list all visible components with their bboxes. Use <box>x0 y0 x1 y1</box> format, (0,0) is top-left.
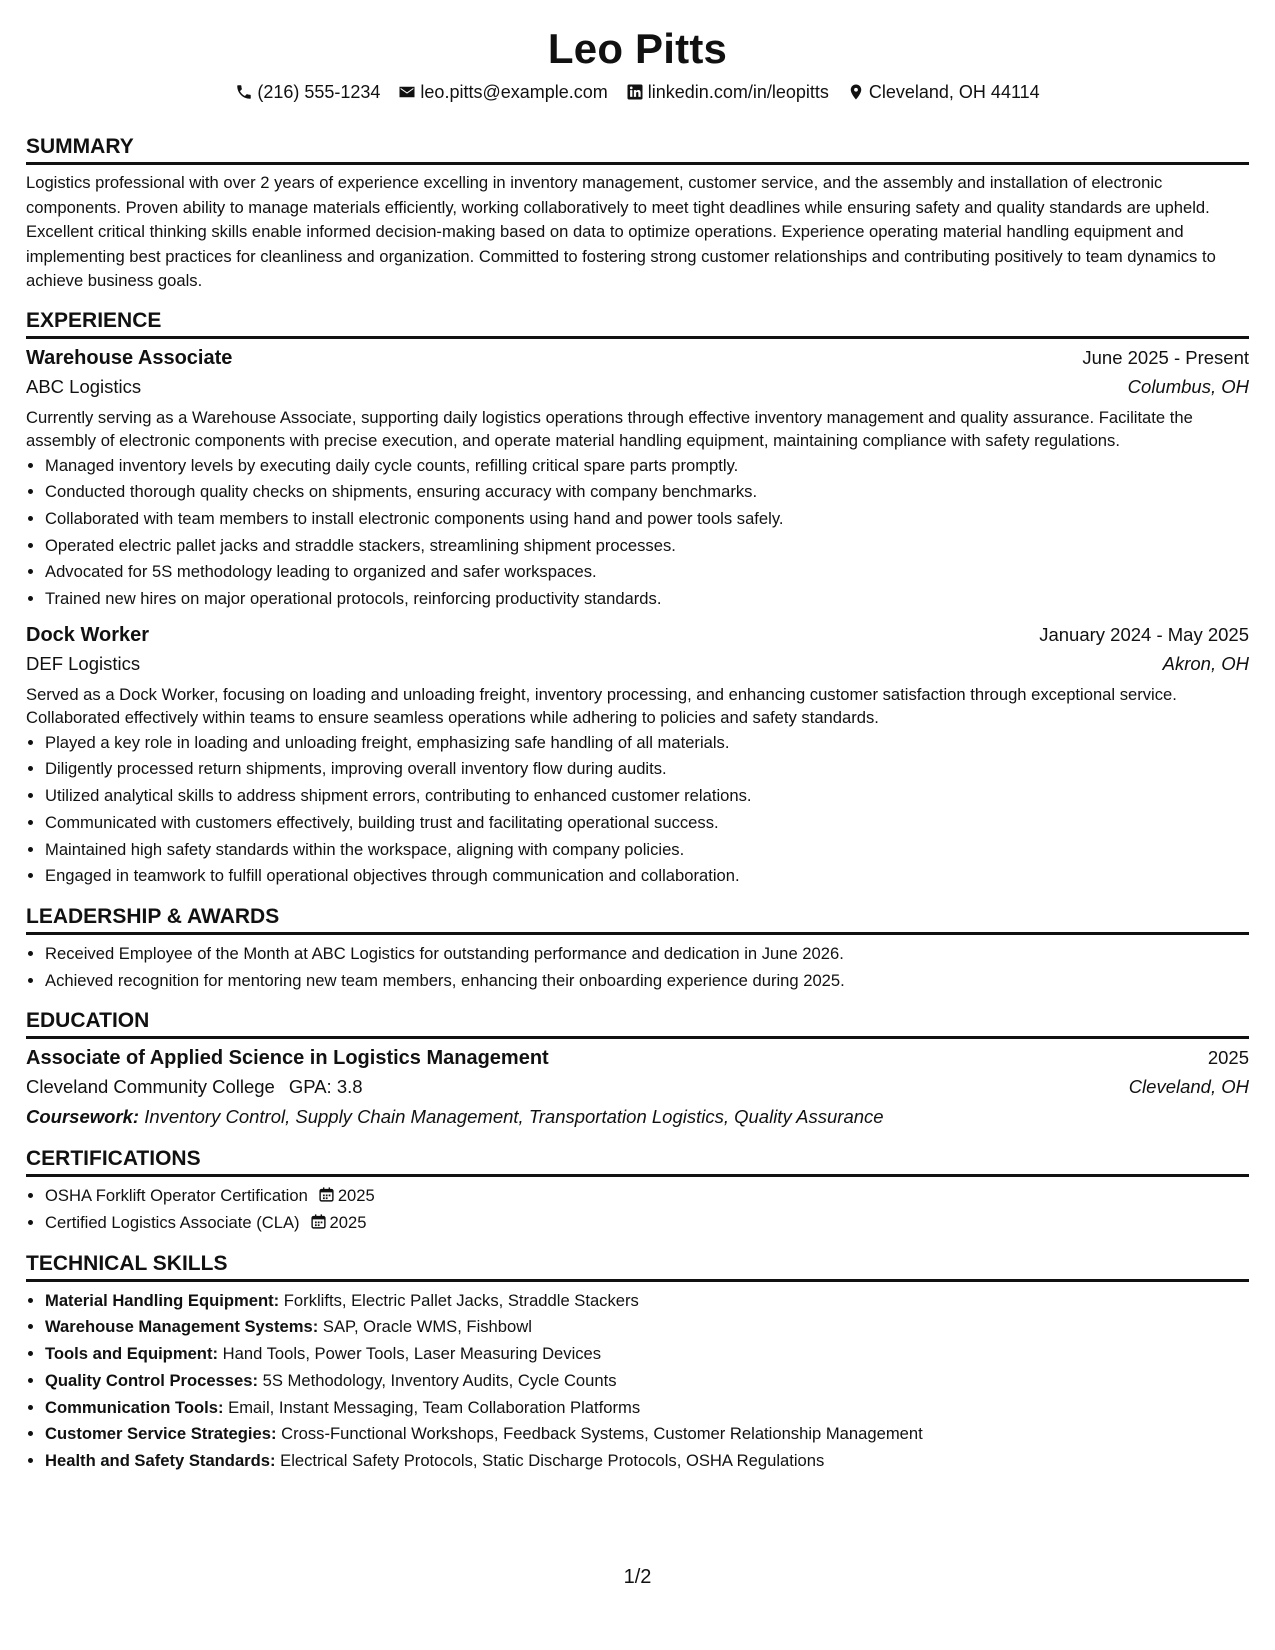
candidate-name: Leo Pitts <box>547 25 728 72</box>
phone-icon <box>235 83 253 101</box>
list-item: • Collaborated with team members to install electronic components using hand and power tools safely. <box>45 506 1249 533</box>
job-entry <box>26 344 1249 613</box>
list-item <box>45 1288 1249 1315</box>
list-item: • Advocated for 5S methodology leading to organized and safer workspaces. <box>45 559 1249 586</box>
linkedin-text[interactable]: linkedin.com/in/leopitts <box>647 82 829 102</box>
list-item: • Managed inventory levels by executing daily cycle counts, refilling critical spare parts promptly. <box>45 453 1249 480</box>
skill-values: SAP, Oracle WMS, Fishbowl <box>322 1317 532 1337</box>
list-item <box>45 1368 1249 1395</box>
degree: Associate of Applied Science in Logistics Management <box>26 1047 549 1070</box>
list-item: • Engaged in teamwork to fulfill operational objectives through communication and collaboration. <box>45 863 1249 890</box>
job-dates: January 2024 - May 2025 <box>1039 623 1249 645</box>
job-title: Warehouse Associate <box>26 346 233 369</box>
skill-values: Email, Instant Messaging, Team Collaboration Platforms <box>228 1397 641 1417</box>
list-item <box>45 1421 1249 1448</box>
section-title-summary: SUMMARY <box>26 134 1249 165</box>
section-title-certifications: CERTIFICATIONS <box>26 1146 1249 1177</box>
skill-values: Forklifts, Electric Pallet Jacks, Straddle Stackers <box>283 1290 639 1310</box>
location-text: Cleveland, OH 44114 <box>868 82 1040 102</box>
job-location: Akron, OH <box>1162 652 1249 674</box>
contact-location <box>847 80 1040 104</box>
list-item <box>45 1395 1249 1422</box>
skill-values: 5S Methodology, Inventory Audits, Cycle Counts <box>262 1370 617 1390</box>
list-item <box>45 1448 1249 1475</box>
contact-email[interactable] <box>398 80 607 104</box>
certifications-section <box>26 1146 1249 1236</box>
envelope-icon <box>398 83 416 101</box>
summary-text: Logistics professional with over 2 years of experience excelling in inventory management, customer service, and the assembly and installation of electronic components. Proven ability to manage materials efficiently, working collaboratively to meet tight deadlines while ensuring safety and quality standards are upheld. Excellent critical thinking skills enable informed decision-making based on data to optimize operations. Experience operating material handling equipment and implementing best practices for cleanliness and organization. Committed to fostering strong customer relationships and contributing positively to team dynamics to achieve business goals. <box>26 173 1216 290</box>
leadership-section <box>26 904 1249 994</box>
graduation-year: 2025 <box>1207 1047 1249 1069</box>
certification-name: Certified Logistics Associate (CLA) <box>45 1213 300 1233</box>
list-item <box>45 1183 1249 1210</box>
gpa: GPA: 3.8 <box>288 1076 363 1098</box>
skill-category: Material Handling Equipment: <box>45 1290 280 1310</box>
list-item: • Conducted thorough quality checks on shipments, ensuring accuracy with company benchmarks. <box>45 479 1249 506</box>
school-location: Cleveland, OH <box>1128 1076 1249 1098</box>
certification-name: OSHA Forklift Operator Certification <box>45 1186 308 1206</box>
contact-bar <box>26 80 1249 104</box>
contact-linkedin[interactable] <box>626 80 829 104</box>
skills-list <box>26 1288 1249 1475</box>
section-title-skills: TECHNICAL SKILLS <box>26 1251 1249 1282</box>
list-item: • Maintained high safety standards within the workspace, aligning with company policies. <box>45 837 1249 864</box>
skill-values: Electrical Safety Protocols, Static Discharge Protocols, OSHA Regulations <box>280 1450 825 1470</box>
job-description: Currently serving as a Warehouse Associate, supporting daily logistics operations through effective inventory management and quality assurance. Facilitate the assembly of electronic components with precise execution, and operate material handling equipment, maintaining compliance with safety regulations. <box>26 407 1193 450</box>
list-item: • Achieved recognition for mentoring new team members, enhancing their onboarding experience during 2025. <box>45 968 1249 995</box>
skill-values: Cross-Functional Workshops, Feedback Systems, Customer Relationship Management <box>281 1424 923 1444</box>
calendar-icon <box>310 1213 327 1230</box>
phone-text: (216) 555-1234 <box>257 82 381 102</box>
section-title-experience: EXPERIENCE <box>26 308 1249 339</box>
page-number: 1/2 <box>623 1566 652 1588</box>
contact-phone <box>235 80 380 104</box>
list-item: • Played a key role in loading and unloading freight, emphasizing safe handling of all materials. <box>45 730 1249 757</box>
coursework <box>26 1102 1249 1132</box>
list-item: • Utilized analytical skills to address shipment errors, contributing to enhanced customer relations. <box>45 783 1249 810</box>
school-name <box>26 1072 363 1102</box>
school-text: Cleveland Community College <box>26 1076 275 1098</box>
calendar-icon <box>318 1186 335 1203</box>
job-company: DEF Logistics <box>26 652 141 674</box>
resume-page <box>26 0 1249 1475</box>
coursework-list: Inventory Control, Supply Chain Management, Transportation Logistics, Quality Assurance <box>144 1106 884 1128</box>
leadership-bullets <box>26 941 1249 994</box>
job-description: Served as a Dock Worker, focusing on loading and unloading freight, inventory processing, and enhancing customer satisfaction through exceptional service. Collaborated effectively within teams to ensure seamless operations while adhering to policies and safety standards. <box>26 684 1177 728</box>
education-section <box>26 1008 1249 1132</box>
list-item <box>45 1314 1249 1341</box>
skill-category: Quality Control Processes: <box>45 1370 259 1390</box>
skill-category: Health and Safety Standards: <box>45 1450 276 1470</box>
email-text[interactable]: leo.pitts@example.com <box>420 82 608 102</box>
skill-category: Communication Tools: <box>45 1397 224 1417</box>
skill-values: Hand Tools, Power Tools, Laser Measuring Devices <box>222 1344 602 1364</box>
summary-section <box>26 134 1249 294</box>
certification-year: 2025 <box>329 1213 367 1233</box>
map-pin-icon <box>847 83 865 101</box>
linkedin-icon <box>626 83 644 101</box>
job-dates: June 2025 - Present <box>1082 346 1249 368</box>
job-location: Columbus, OH <box>1127 375 1249 397</box>
job-bullets <box>26 730 1249 890</box>
list-item <box>45 1341 1249 1368</box>
job-title: Dock Worker <box>26 623 150 646</box>
job-company: ABC Logistics <box>26 375 142 397</box>
certification-year: 2025 <box>337 1186 375 1206</box>
section-title-leadership: LEADERSHIP & AWARDS <box>26 904 1249 935</box>
skill-category: Warehouse Management Systems: <box>45 1317 319 1337</box>
list-item <box>45 1210 1249 1237</box>
list-item: • Received Employee of the Month at ABC Logistics for outstanding performance and dedication in June 2026. <box>45 941 1249 968</box>
list-item: • Operated electric pallet jacks and straddle stackers, streamlining shipment processes. <box>45 533 1249 560</box>
job-bullets <box>26 453 1249 613</box>
list-item: • Communicated with customers effectively, building trust and facilitating operational success. <box>45 810 1249 837</box>
skill-category: Tools and Equipment: <box>45 1344 218 1364</box>
list-item: • Trained new hires on major operational protocols, reinforcing productivity standards. <box>45 586 1249 613</box>
job-entry <box>26 621 1249 890</box>
section-title-education: EDUCATION <box>26 1008 1249 1039</box>
experience-section <box>26 308 1249 890</box>
coursework-label: Coursework: <box>26 1106 140 1128</box>
skills-section <box>26 1251 1249 1475</box>
certification-list <box>26 1183 1249 1236</box>
list-item: • Diligently processed return shipments, improving overall inventory flow during audits. <box>45 756 1249 783</box>
skill-category: Customer Service Strategies: <box>45 1424 277 1444</box>
